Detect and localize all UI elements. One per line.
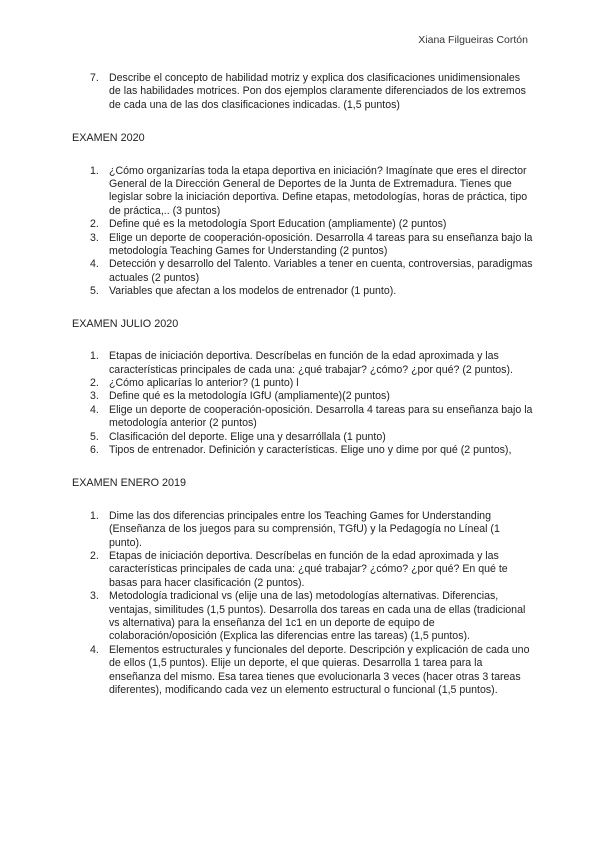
list-item-text: Tipos de entrenador. Definición y características. Elige uno y dime por qué (2 puntos), [109,443,512,456]
list-item [72,72,534,112]
list-item [72,232,534,259]
list-item-text: Metodología tradicional vs (elije una de las) metodologías alternativas. Diferencias, ventajas, similitudes (1,5 puntos). Desarrolla dos tareas en cada una de ellas (tradicional vs alternativa) para la enseñanza del 1c1 en un deporte de equipo de colaboración/oposición (Explica las diferencias entre las tareas) (1,5 puntos). [109,590,526,643]
list-item [72,431,534,444]
list-item [72,550,534,590]
list-item-text: Variables que afectan a los modelos de entrenador (1 punto). [109,285,397,298]
list-item [72,218,534,231]
list-item-text: Define qué es la metodología Sport Education (ampliamente) (2 puntos) [109,218,447,231]
section-title-examen-2020: EXAMEN 2020 [72,132,145,145]
page-header-author: Xiana Filgueiras Cortón [418,34,528,46]
list-item-text: ¿Cómo organizarías toda la etapa deportiva en iniciación? Imagínate que eres el director General de la Dirección General de Deportes de la Junta de Extremadura. Tienes que legislar sobre la iniciación deportiva. Define etapas, metodologías, horas de práctica, tipo de práctica,.. (3 puntos) [109,164,528,217]
list-item-number: 2. [90,549,99,562]
list-item [72,404,534,431]
list-item-text: Elige un deporte de cooperación-oposición. Desarrolla 4 tareas para su enseñanza bajo la metodología Teaching Games for Understanding (2 puntos) [109,231,533,258]
list-item [72,165,534,219]
examen-enero-2019-list [72,510,534,698]
document-body [72,72,534,697]
list-item-number: 2. [90,218,99,231]
section-title-examen-enero-2019: EXAMEN ENERO 2019 [72,477,187,490]
list-item-number: 3. [90,590,99,603]
list-item [72,644,534,698]
list-item-number: 5. [90,430,99,443]
list-item [72,285,534,298]
list-item-number: 3. [90,390,99,403]
list-item-number: 1. [90,164,99,177]
list-item-text: Describe el concepto de habilidad motriz y explica dos clasificaciones unidimensionales de las habilidades motrices. Pon dos ejemplos claramente diferenciados de los extremos de cada una de las dos clasificaciones indicadas. (1,5 puntos) [109,72,526,111]
list-item-text: Etapas de iniciación deportiva. Descríbelas en función de la edad aproximada y las características principales de cada una: ¿qué trabajar? ¿cómo? ¿por qué? (2 puntos). [109,350,513,376]
list-item-text: Etapas de iniciación deportiva. Descríbelas en función de la edad aproximada y las características principales de cada una: ¿qué trabajar? ¿cómo? ¿por qué? En qué te basas para hacer clasificación (2 puntos). [109,549,508,589]
intro-list [72,72,534,112]
list-item-number: 1. [90,509,99,522]
list-item-text: ¿Cómo aplicarías lo anterior? (1 punto) l [109,376,299,389]
list-item-number: 4. [90,258,99,271]
list-item-number: 4. [90,403,99,416]
list-item-text: Elementos estructurales y funcionales del deporte. Descripción y explicación de cada uno de ellos (1,5 puntos). Elije un deporte, el que quieras. Desarrolla 1 tarea para la enseñanza del mismo. Esa tarea tienes que evolucionarla 3 veces (hacer otras 3 tareas diferentes), modificando cada vez un elemento estructural o funcional (1,5 puntos). [109,643,530,697]
list-item-number: 1. [90,350,99,363]
list-item [72,390,534,403]
list-item-number: 7. [90,72,99,84]
list-item [72,350,534,377]
list-item-number: 3. [90,231,99,244]
list-item-text: Define qué es la metodología IGfU (ampliamente)(2 puntos) [109,390,390,403]
list-item-text: Dime las dos diferencias principales entre los Teaching Games for Understanding (Enseñanza de los juegos para su comprensión, TGfU) y la Pedagogía no Líneal (1 punto). [109,509,500,549]
list-item [72,510,534,550]
list-item-text: Detección y desarrollo del Talento. Variables a tener en cuenta, controversias, paradigmas actuales (2 puntos) [109,258,533,284]
list-item [72,258,534,285]
list-item [72,377,534,390]
list-item [72,590,534,644]
section-title-examen-julio-2020: EXAMEN JULIO 2020 [72,317,179,330]
list-item [72,444,534,457]
list-item-number: 2. [90,376,99,389]
list-item-number: 4. [90,643,99,656]
list-item-number: 6. [90,443,99,456]
examen-2020-list [72,165,534,299]
list-item-text: Elige un deporte de cooperación-oposición. Desarrolla 4 tareas para su enseñanza bajo la metodología anterior (2 puntos) [109,403,533,430]
list-item-text: Clasificación del deporte. Elige una y desarróllala (1 punto) [109,430,386,443]
list-item-number: 5. [90,285,99,298]
examen-julio-2020-list [72,350,534,457]
